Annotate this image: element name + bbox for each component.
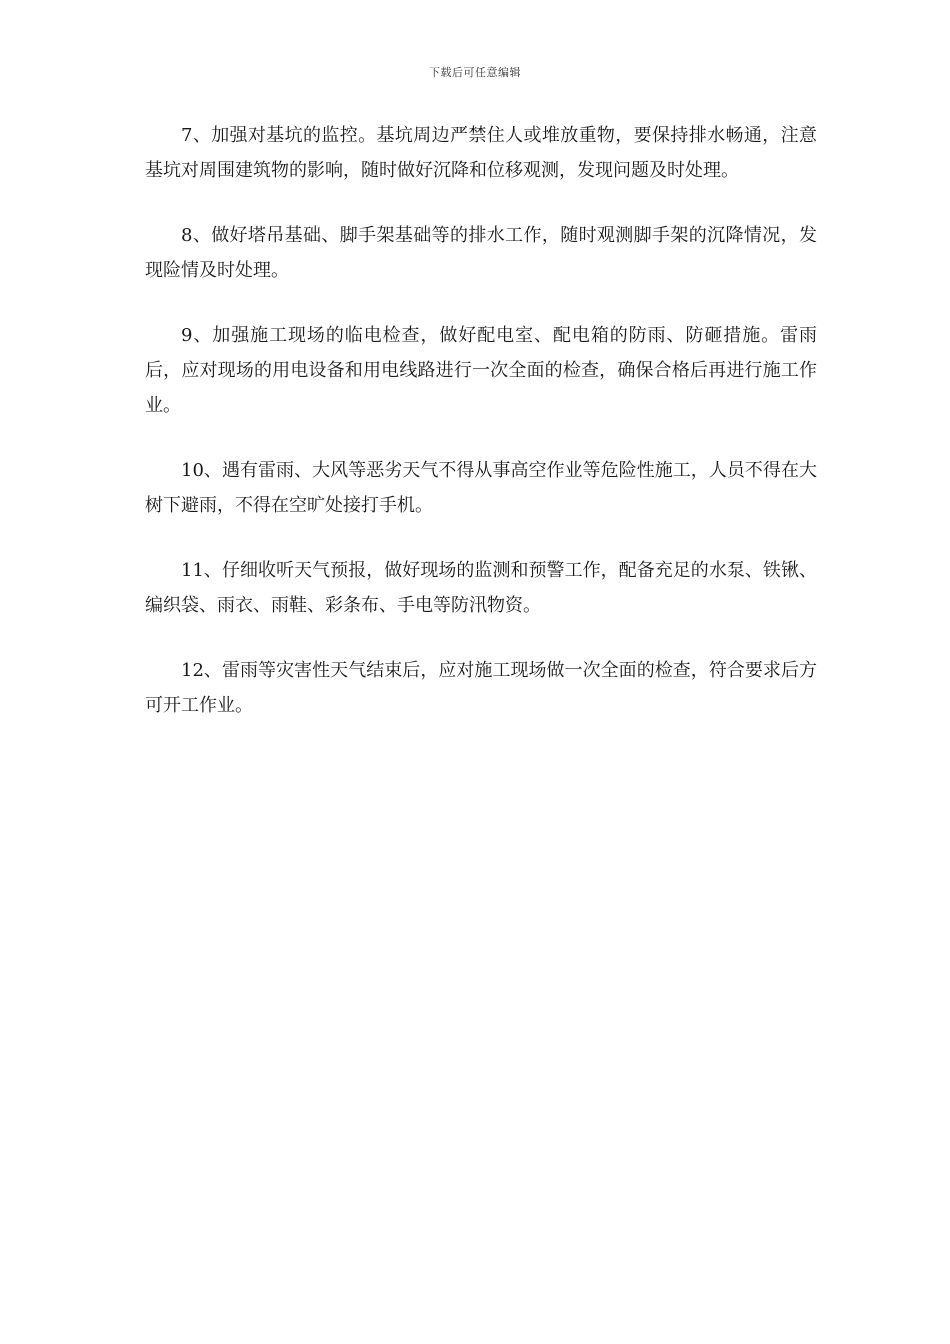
document-body [145,118,817,753]
paragraph-9: 9、加强施工现场的临电检查，做好配电室、配电箱的防雨、防砸措施。雷雨后，应对现场的用电设备和用电线路进行一次全面的检查，确保合格后再进行施工作业。 [145,325,817,416]
paragraph-11: 11、仔细收听天气预报，做好现场的监测和预警工作，配备充足的水泵、铁锹、编织袋、雨衣、雨鞋、彩条布、手电等防汛物资。 [145,560,817,616]
paragraph-7: 7、加强对基坑的监控。基坑周边严禁住人或堆放重物，要保持排水畅通，注意基坑对周围建筑物的影响，随时做好沉降和位移观测，发现问题及时处理。 [145,125,817,181]
header-note: 下载后可任意编辑 [429,66,521,79]
paragraph-12: 12、雷雨等灾害性天气结束后，应对施工现场做一次全面的检查，符合要求后方可开工作业。 [145,660,817,716]
paragraph-10: 10、遇有雷雨、大风等恶劣天气不得从事高空作业等危险性施工，人员不得在大树下避雨，不得在空旷处接打手机。 [145,460,817,516]
paragraph-8: 8、做好塔吊基础、脚手架基础等的排水工作，随时观测脚手架的沉降情况，发现险情及时处理。 [145,225,817,281]
